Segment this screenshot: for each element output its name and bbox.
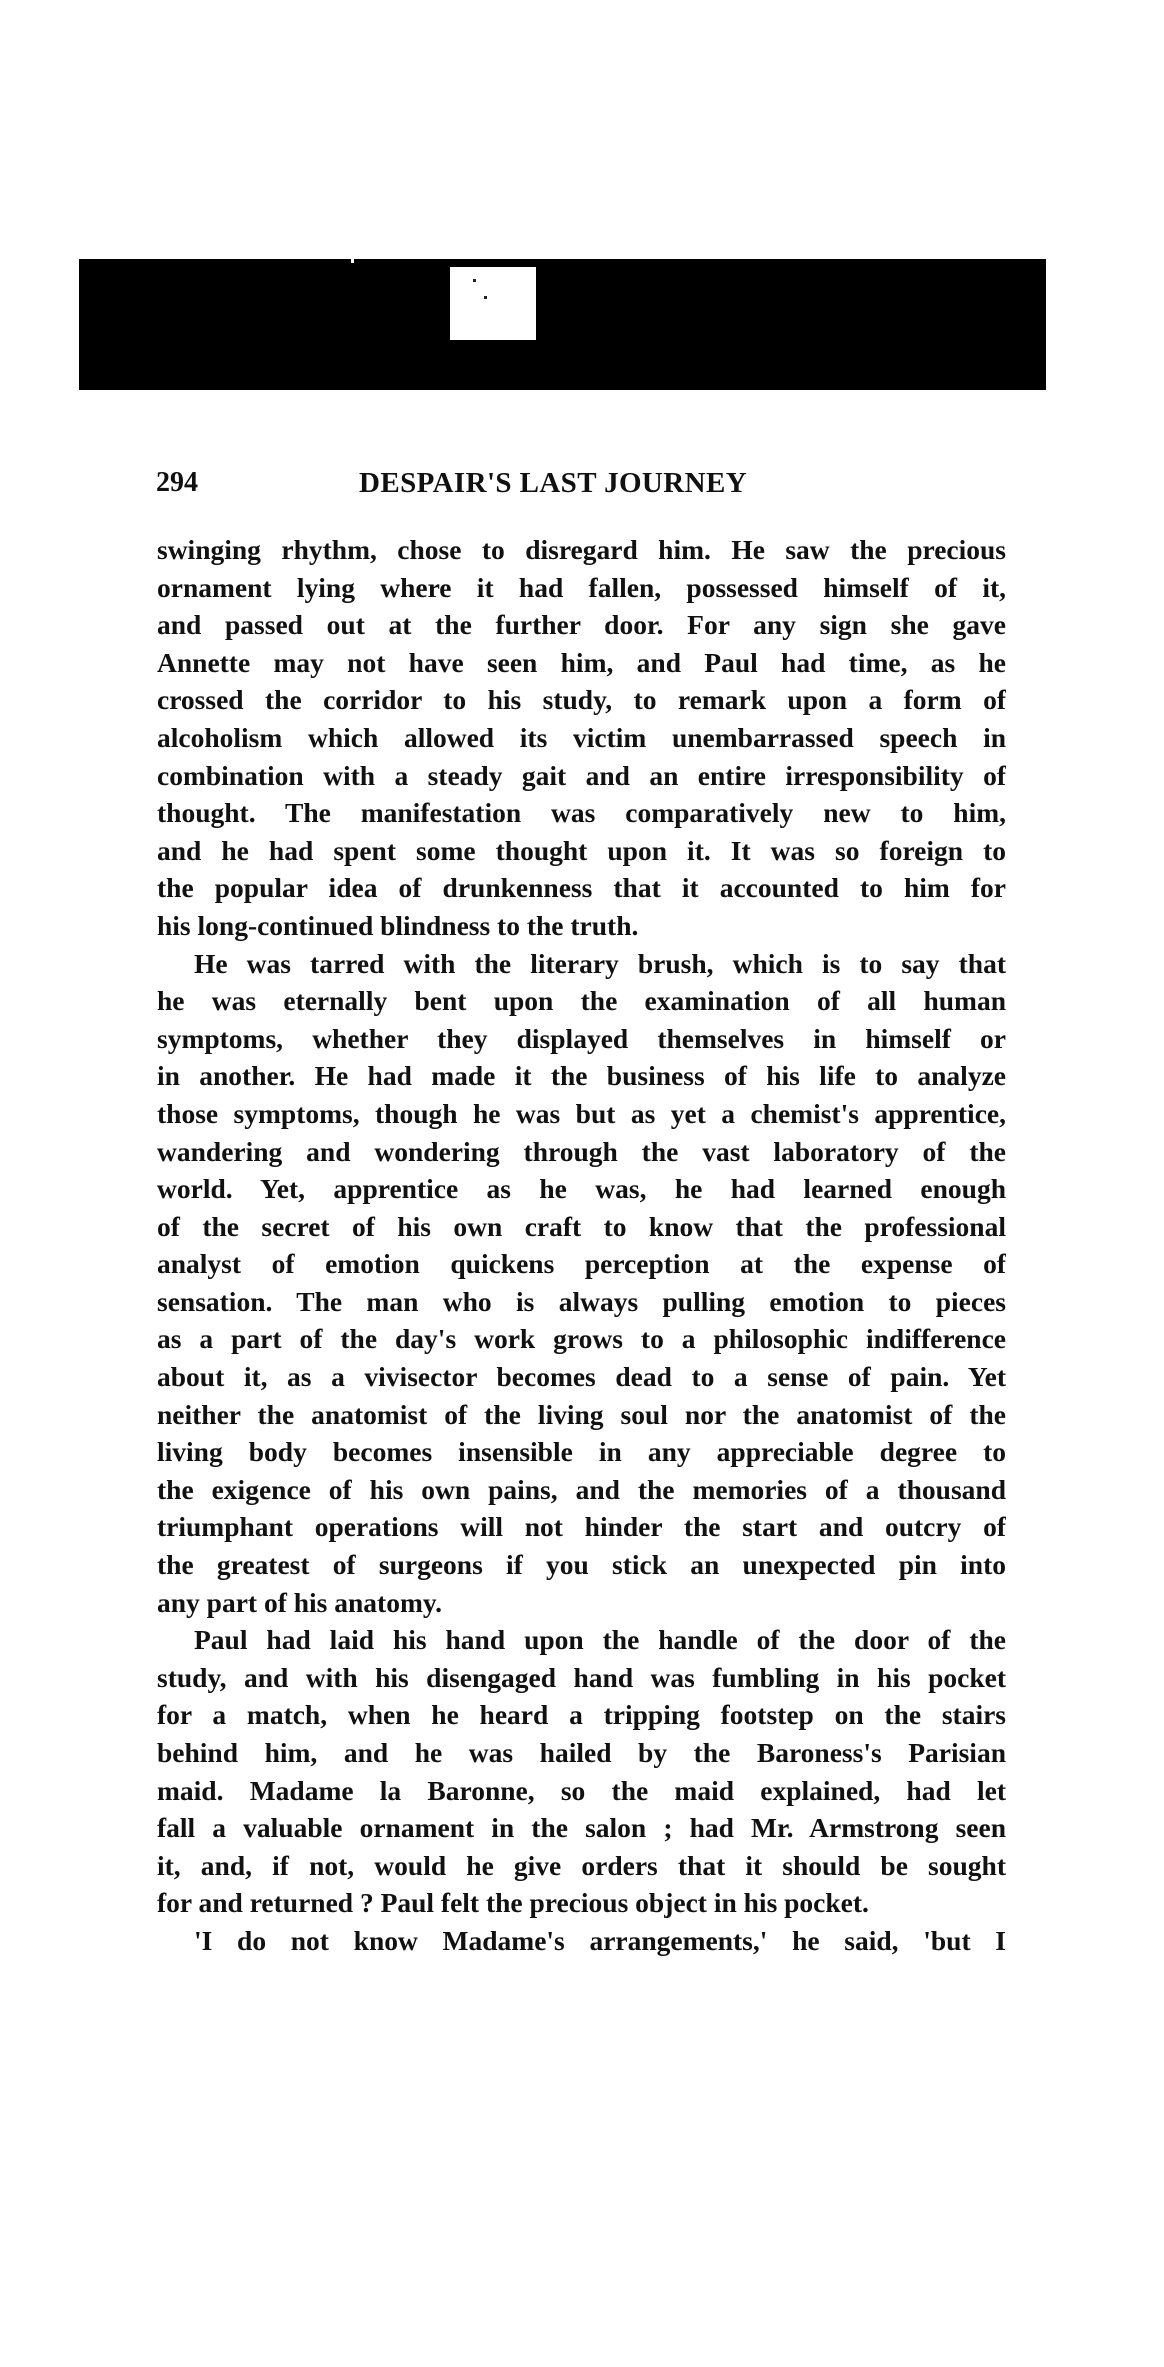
text-line: swinging rhythm, chose to disregard him. He saw the precious bbox=[157, 534, 1006, 565]
text-line: for a match, when he heard a tripping footstep on the stairs bbox=[157, 1699, 1006, 1731]
text-line: combination with a steady gait and an entire irresponsibility of bbox=[157, 759, 1006, 791]
text-line: Paul had laid his hand upon the handle of the door of the bbox=[194, 1624, 1006, 1656]
text-line: and he had spent some thought upon it. It was so foreign to bbox=[157, 834, 1006, 866]
text-line: those symptoms, though he was but as yet a chemist's apprentice, bbox=[157, 1097, 1006, 1129]
text-line: study, and with his disengaged hand was fumbling in his pocket bbox=[157, 1661, 1006, 1693]
text-line: living body becomes insensible in any appreciable degree to bbox=[157, 1436, 1006, 1468]
text-line: triumphant operations will not hinder the start and outcry of bbox=[157, 1511, 1006, 1543]
body-text bbox=[157, 531, 1006, 1960]
scan-notch bbox=[351, 259, 354, 263]
text-line: his long-continued blindness to the truth. bbox=[157, 909, 639, 941]
text-line: and passed out at the further door. For any sign she gave bbox=[157, 609, 1006, 641]
scan-white-patch bbox=[450, 267, 536, 340]
text-line: behind him, and he was hailed by the Baroness's Parisian bbox=[157, 1737, 1006, 1768]
text-line: the popular idea of drunkenness that it accounted to him for bbox=[157, 872, 1006, 904]
scan-black-bar bbox=[79, 259, 1046, 390]
text-line: alcoholism which allowed its victim unembarrassed speech in bbox=[157, 721, 1006, 753]
text-line: he was eternally bent upon the examination of all human bbox=[157, 985, 1006, 1017]
text-line: 'I do not know Madame's arrangements,' he said, 'but I bbox=[194, 1924, 1006, 1956]
running-title: DESPAIR'S LAST JOURNEY bbox=[359, 467, 748, 499]
text-line: ornament lying where it had fallen, possessed himself of it, bbox=[157, 571, 1006, 603]
text-line: maid. Madame la Baronne, so the maid explained, had let bbox=[157, 1774, 1006, 1806]
text-line: world. Yet, apprentice as he was, he had learned enough bbox=[157, 1173, 1006, 1205]
text-line: the exigence of his own pains, and the memories of a thousand bbox=[157, 1473, 1006, 1505]
text-line: He was tarred with the literary brush, which is to say that bbox=[194, 947, 1006, 979]
text-line: wandering and wondering through the vast laboratory of the bbox=[157, 1135, 1006, 1167]
text-line: about it, as a vivisector becomes dead to a sense of pain. Yet bbox=[157, 1361, 1006, 1393]
text-line: symptoms, whether they displayed themselves in himself or bbox=[157, 1022, 1006, 1054]
text-line: neither the anatomist of the living soul nor the anatomist of the bbox=[157, 1398, 1006, 1430]
text-line: fall a valuable ornament in the salon ; had Mr. Armstrong seen bbox=[157, 1812, 1006, 1844]
text-line: the greatest of surgeons if you stick an unexpected pin into bbox=[157, 1549, 1006, 1581]
text-line: analyst of emotion quickens perception at the expense of bbox=[157, 1248, 1006, 1280]
text-line: it, and, if not, would he give orders that it should be sought bbox=[157, 1849, 1006, 1881]
text-line: of the secret of his own craft to know that the professional bbox=[157, 1210, 1006, 1242]
text-line: thought. The manifestation was comparatively new to him, bbox=[157, 797, 1006, 829]
text-line: in another. He had made it the business of his life to analyze bbox=[157, 1060, 1006, 1092]
text-line: sensation. The man who is always pulling emotion to pieces bbox=[157, 1285, 1006, 1317]
text-line: Annette may not have seen him, and Paul had time, as he bbox=[157, 646, 1006, 678]
text-line: for and returned ? Paul felt the precious object in his pocket. bbox=[157, 1887, 869, 1919]
page-number: 294 bbox=[156, 467, 198, 498]
text-line: as a part of the day's work grows to a philosophic indifference bbox=[157, 1323, 1006, 1355]
text-line: any part of his anatomy. bbox=[157, 1586, 442, 1618]
page-header bbox=[156, 463, 1006, 503]
text-line: crossed the corridor to his study, to remark upon a form of bbox=[157, 684, 1006, 716]
